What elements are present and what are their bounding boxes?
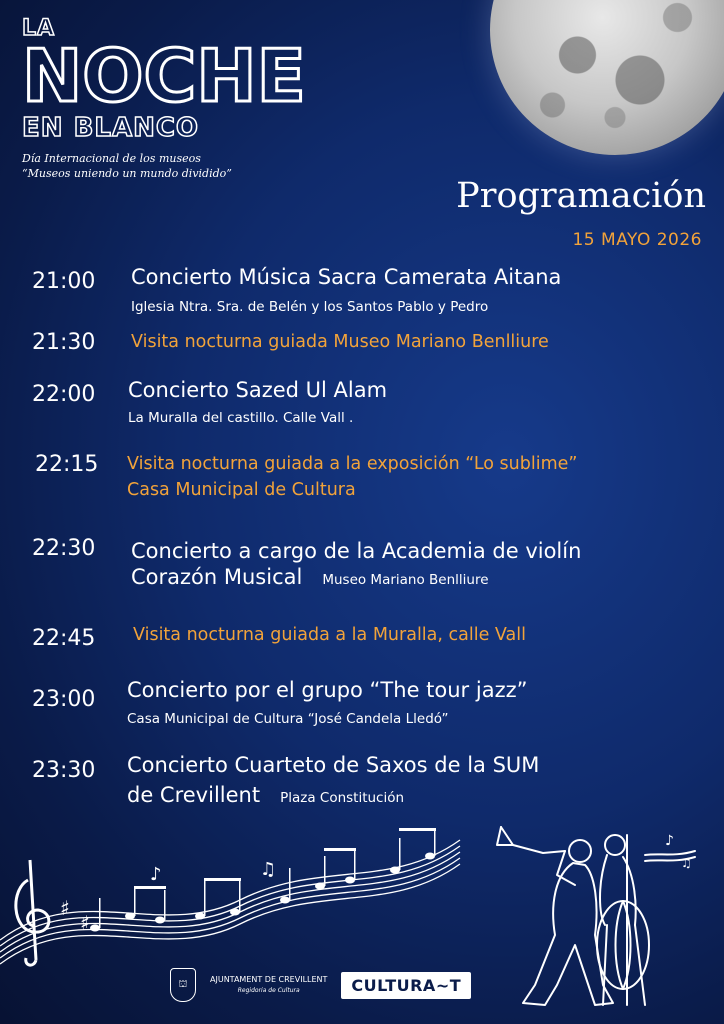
subtitle xyxy=(22,151,262,181)
svg-text:♫: ♫ xyxy=(681,856,692,870)
footer-logos xyxy=(170,968,471,1002)
event-title-line2: Corazón Musical xyxy=(131,565,303,589)
event-title: Concierto Cuarteto de Saxos de la SUM xyxy=(127,753,540,777)
event-title-block xyxy=(22,16,306,181)
title-noche: NOCHE xyxy=(22,34,306,118)
program-date: 15 MAYO 2026 xyxy=(572,230,702,250)
subtitle-line1: Día Internacional de los museos xyxy=(22,152,201,165)
music-notes-icon xyxy=(0,820,480,970)
event-title: Concierto Música Sacra Camerata Aitana xyxy=(131,265,562,289)
ajuntament-department: Regidoria de Cultura xyxy=(237,987,300,994)
event-venue: Casa Municipal de Cultura “José Candela Lledó” xyxy=(127,711,449,727)
event-time: 23:30 xyxy=(32,758,96,783)
subtitle-line2: “Museos uniendo un mundo dividido” xyxy=(22,167,232,180)
ajuntament-name: AJUNTAMENT DE CREVILLENT xyxy=(210,975,328,984)
event-time: 22:00 xyxy=(32,382,96,407)
event-title-line2: de Crevillent xyxy=(127,783,261,807)
cultura-logo: CULTURA~T xyxy=(341,972,471,999)
program-title: Programación xyxy=(456,176,706,216)
event-venue: Plaza Constitución xyxy=(280,790,405,806)
event-title: Concierto por el grupo “The tour jazz” xyxy=(127,678,528,702)
event-time: 22:30 xyxy=(32,536,96,561)
event-time: 23:00 xyxy=(32,687,96,712)
title-la: LA xyxy=(22,16,56,41)
crest-icon: ⛫ xyxy=(170,968,196,1002)
ajuntament-logo xyxy=(210,974,327,996)
svg-text:♯: ♯ xyxy=(80,911,90,935)
event-title: Concierto Sazed Ul Alam xyxy=(128,378,388,402)
event-title: Visita nocturna guiada a la Muralla, calle Vall xyxy=(133,625,526,645)
event-title: Visita nocturna guiada a la exposición “Lo sublime” xyxy=(127,454,578,474)
jazz-musicians-icon xyxy=(495,815,705,1015)
event-time: 22:15 xyxy=(35,452,99,477)
event-title: Visita nocturna guiada Museo Mariano Benlliure xyxy=(131,332,549,352)
svg-text:♪: ♪ xyxy=(150,864,162,885)
event-time: 21:00 xyxy=(32,269,96,294)
event-title: Concierto a cargo de la Academia de violín xyxy=(131,539,582,563)
title-en-blanco: EN BLANCO xyxy=(22,113,200,143)
event-time: 22:45 xyxy=(32,626,96,651)
moon-illustration xyxy=(490,0,724,155)
event-venue: Iglesia Ntra. Sra. de Belén y los Santos Pablo y Pedro xyxy=(131,299,489,315)
svg-text:♫: ♫ xyxy=(260,859,277,880)
event-venue: Casa Municipal de Cultura xyxy=(127,480,356,500)
svg-text:♪: ♪ xyxy=(665,833,674,849)
event-time: 21:30 xyxy=(32,330,96,355)
event-venue: Museo Mariano Benlliure xyxy=(322,572,489,588)
svg-text:♯: ♯ xyxy=(60,896,70,920)
event-venue: La Muralla del castillo. Calle Vall . xyxy=(128,410,354,426)
